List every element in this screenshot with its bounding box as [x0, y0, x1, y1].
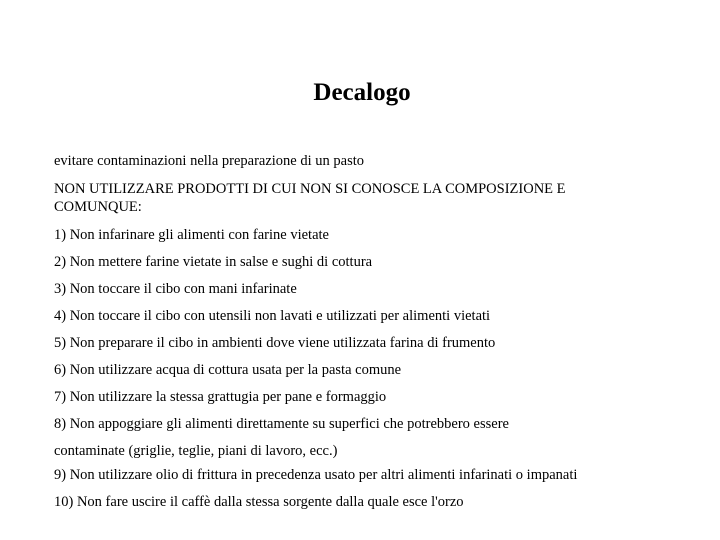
- warning-text: NON UTILIZZARE PRODOTTI DI CUI NON SI CONOSCE LA COMPOSIZIONE E COMUNQUE:: [54, 181, 566, 215]
- slide-content: [54, 152, 654, 520]
- rule-item-2: 2) Non mettere farine vietate in salse e sughi di cottura: [54, 254, 373, 270]
- slide-title: Decalogo: [313, 79, 411, 106]
- rule-item-4: 4) Non toccare il cibo con utensili non lavati e utilizzati per alimenti vietati: [54, 308, 491, 324]
- rule-item-7: 7) Non utilizzare la stessa grattugia per pane e formaggio: [54, 389, 387, 405]
- intro-text: evitare contaminazioni nella preparazione di un pasto: [54, 153, 365, 169]
- rule-item-6: 6) Non utilizzare acqua di cottura usata per la pasta comune: [54, 362, 402, 378]
- rule-item-3: 3) Non toccare il cibo con mani infarinate: [54, 281, 297, 297]
- rule-item-9: 9) Non utilizzare olio di frittura in precedenza usato per altri alimenti infarinati o impanati: [54, 467, 578, 483]
- rule-item-8: 8) Non appoggiare gli alimenti direttamente su superfici che potrebbero essere contaminate (griglie, teglie, piani di lavoro, ecc.): [54, 416, 509, 459]
- rule-item-5: 5) Non preparare il cibo in ambienti dove viene utilizzata farina di frumento: [54, 335, 496, 351]
- rule-item-10: 10) Non fare uscire il caffè dalla stessa sorgente dalla quale esce l'orzo: [54, 494, 464, 510]
- rule-item-1: 1) Non infarinare gli alimenti con farine vietate: [54, 227, 329, 243]
